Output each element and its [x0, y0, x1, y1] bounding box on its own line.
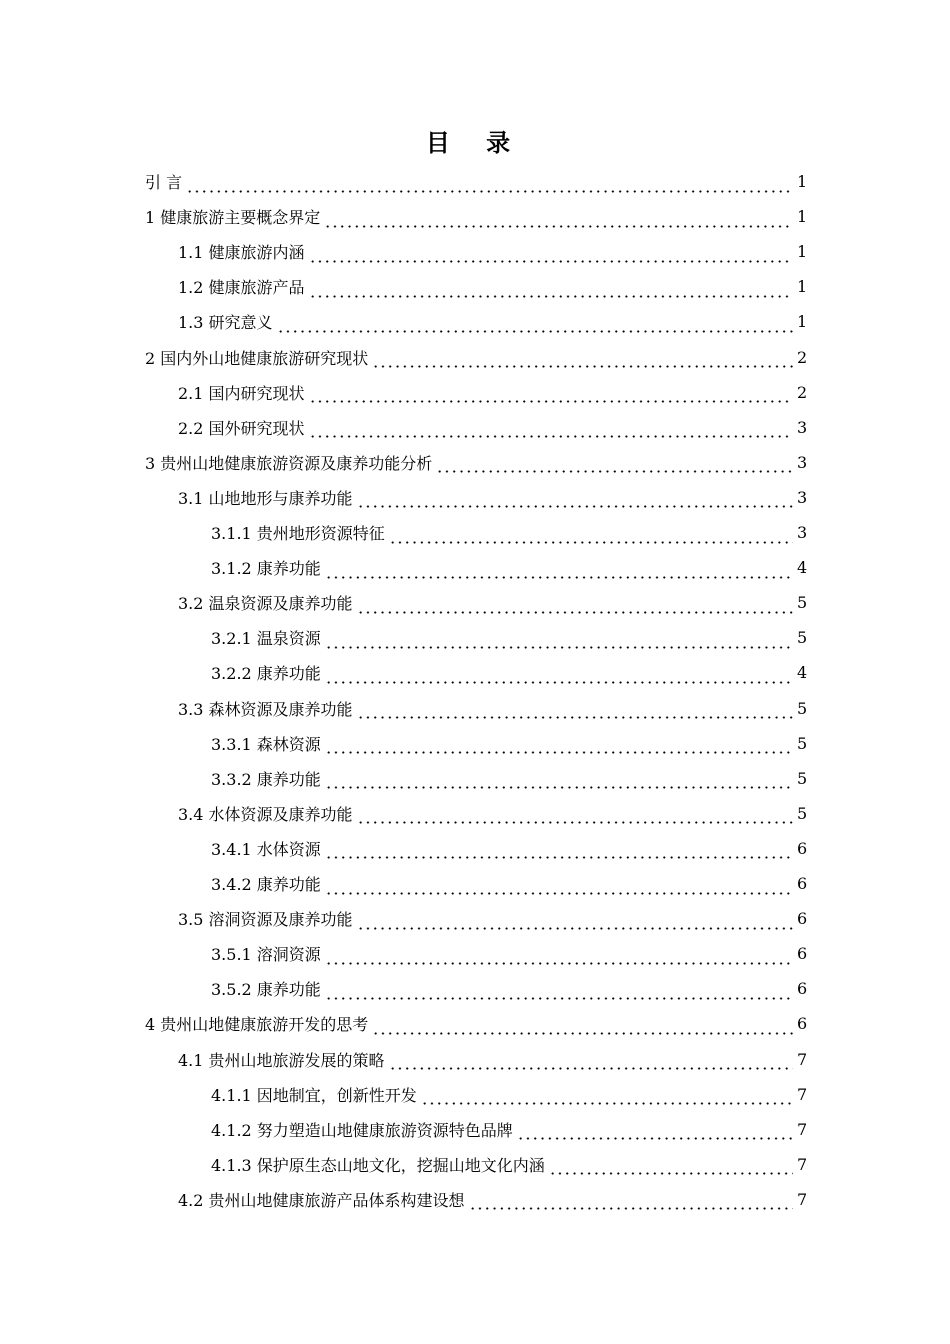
toc-dot-leader [325, 949, 793, 965]
toc-dot-leader [389, 528, 793, 544]
toc-dot-leader [309, 282, 793, 298]
toc-dot-leader [357, 492, 793, 508]
toc-entry-page-number: 2 [797, 382, 808, 402]
toc-entry-page-number: 4 [797, 663, 808, 683]
toc-entry[interactable] [211, 515, 807, 550]
toc-entry-page-number: 3 [797, 523, 808, 542]
toc-entry-page-number: 1 [797, 207, 808, 227]
toc-entry[interactable] [211, 726, 807, 761]
toc-entry[interactable] [211, 1112, 807, 1147]
toc-entry-title: 3.2.2 康养功能 [211, 664, 321, 684]
toc-entry[interactable] [211, 866, 807, 901]
toc-dot-leader [277, 317, 793, 333]
toc-entry-page-number: 5 [797, 733, 808, 753]
toc-dot-leader [372, 1019, 793, 1035]
toc-entry-page-number: 1 [797, 312, 808, 332]
toc-entry[interactable] [145, 1006, 807, 1041]
toc-dot-leader [517, 1124, 793, 1140]
toc-entry-page-number: 6 [797, 944, 808, 964]
toc-entry-title: 3.5 溶洞资源及康养功能 [178, 910, 353, 930]
toc-entry[interactable] [178, 480, 807, 515]
toc-entry-title: 3.4.2 康养功能 [211, 875, 321, 894]
toc-entry-title: 3.2.1 温泉资源 [211, 629, 321, 649]
toc-entry-title: 1.3 研究意义 [178, 313, 273, 333]
toc-entry-page-number: 7 [797, 1154, 808, 1174]
toc-entry-page-number: 5 [797, 768, 808, 788]
toc-entry-title: 3.1 山地地形与康养功能 [178, 488, 353, 508]
toc-entry-title: 3 贵州山地健康旅游资源及康养功能分析 [145, 453, 433, 473]
toc-dot-leader [325, 984, 793, 1000]
toc-entry-title: 4.1.2 努力塑造山地健康旅游资源特色品牌 [211, 1120, 513, 1140]
toc-dot-leader [325, 773, 793, 789]
toc-entry[interactable] [211, 936, 807, 971]
toc-entry-title: 2.1 国内研究现状 [178, 383, 305, 403]
toc-entry[interactable] [211, 620, 807, 655]
toc-entry-page-number: 6 [797, 1014, 808, 1034]
toc-entry-page-number: 5 [797, 593, 808, 613]
toc-entry-page-number: 3 [797, 417, 808, 437]
toc-entry-page-number: 6 [797, 979, 808, 999]
toc-entry-page-number: 6 [797, 909, 808, 929]
toc-dot-leader [436, 457, 793, 473]
toc-entry-page-number: 4 [797, 558, 808, 578]
toc-dot-leader [549, 1159, 793, 1175]
toc-entry-page-number: 1 [797, 242, 808, 262]
toc-dot-leader [469, 1194, 793, 1210]
toc-dot-leader [357, 808, 793, 824]
toc-dot-leader [421, 1089, 793, 1105]
toc-entry-title: 3.1.1 贵州地形资源特征 [211, 524, 385, 543]
toc-entry[interactable] [211, 655, 807, 690]
toc-entry-title: 3.4.1 水体资源 [211, 839, 321, 859]
toc-entry[interactable] [211, 971, 807, 1006]
toc-entry-page-number: 1 [797, 172, 808, 191]
toc-dot-leader [325, 563, 793, 579]
toc-dot-leader [324, 212, 793, 228]
toc-entry-title: 引 言 [145, 173, 183, 192]
toc-entry[interactable] [211, 1147, 807, 1182]
toc-entry-page-number: 5 [797, 628, 808, 648]
toc-entry[interactable] [178, 901, 807, 936]
toc-entry-title: 3.5.1 溶洞资源 [211, 945, 321, 965]
toc-entry-title: 3.3.2 康养功能 [211, 769, 321, 789]
toc-entry-page-number: 3 [797, 452, 808, 472]
toc-entry-title: 4.1.3 保护原生态山地文化，挖掘山地文化内涵 [211, 1155, 545, 1175]
toc-entry-title: 1.1 健康旅游内涵 [178, 243, 305, 263]
toc-dot-leader [357, 703, 793, 719]
toc-entry[interactable] [145, 340, 807, 375]
toc-dot-leader [325, 738, 793, 754]
toc-entry[interactable] [211, 1077, 807, 1112]
toc-entry[interactable] [178, 234, 807, 269]
toc-dot-leader [357, 914, 793, 930]
toc-entry[interactable] [178, 304, 807, 339]
toc-entry[interactable] [178, 691, 807, 726]
toc-dot-leader [325, 633, 793, 649]
toc-entry[interactable] [211, 550, 807, 585]
toc-entry-page-number: 2 [797, 347, 808, 367]
toc-dot-leader [309, 387, 793, 403]
toc-entry-page-number: 7 [797, 1119, 808, 1139]
toc-dot-leader [186, 177, 793, 193]
toc-entry-title: 3.3 森林资源及康养功能 [178, 699, 353, 719]
toc-entry[interactable] [178, 1042, 807, 1077]
toc-entry[interactable] [145, 199, 807, 234]
toc-dot-leader [325, 668, 793, 684]
toc-entry-title: 4 贵州山地健康旅游开发的思考 [145, 1015, 369, 1035]
toc-entry-title: 3.5.2 康养功能 [211, 980, 321, 1000]
toc-entry-page-number: 6 [797, 874, 808, 893]
toc-dot-leader [309, 422, 793, 438]
toc-dot-leader [357, 598, 793, 614]
toc-entry[interactable] [211, 831, 807, 866]
toc-dot-leader [309, 247, 793, 263]
toc-entry-title: 3.1.2 康养功能 [211, 559, 321, 579]
toc-entry-title: 3.3.1 森林资源 [211, 734, 321, 754]
toc-entry[interactable] [211, 761, 807, 796]
toc-entry-title: 4.2 贵州山地健康旅游产品体系构建设想 [178, 1190, 465, 1210]
toc-entry-title: 1 健康旅游主要概念界定 [145, 208, 321, 228]
toc-entry-title: 4.1.1 因地制宜，创新性开发 [211, 1085, 417, 1105]
toc-entry-title: 2 国内外山地健康旅游研究现状 [145, 348, 369, 368]
toc-entry[interactable] [178, 410, 807, 445]
toc-entry-title: 4.1 贵州山地旅游发展的策略 [178, 1050, 385, 1070]
toc-entry[interactable] [178, 1182, 807, 1217]
toc-entry[interactable] [145, 445, 807, 480]
toc-entry-title: 2.2 国外研究现状 [178, 418, 305, 438]
toc-entry-title: 3.4 水体资源及康养功能 [178, 804, 353, 824]
toc-entry-title: 1.2 健康旅游产品 [178, 278, 305, 298]
toc-entry[interactable] [178, 269, 807, 304]
toc-entry-page-number: 7 [797, 1049, 808, 1069]
toc-dot-leader [389, 1054, 793, 1070]
toc-entry[interactable] [178, 375, 807, 410]
toc-entry-page-number: 7 [797, 1189, 808, 1209]
toc-entry-page-number: 7 [797, 1084, 808, 1104]
toc-entry-title: 3.2 温泉资源及康养功能 [178, 594, 353, 614]
toc-entry-page-number: 5 [797, 803, 808, 823]
toc-entry-page-number: 1 [797, 277, 808, 297]
toc-dot-leader [325, 843, 793, 859]
toc-entry-page-number: 5 [797, 698, 808, 718]
toc-dot-leader [372, 352, 793, 368]
toc-entry[interactable] [178, 585, 807, 620]
toc-entry-page-number: 6 [797, 838, 808, 858]
toc-entry[interactable] [178, 796, 807, 831]
toc-dot-leader [325, 879, 793, 895]
toc-title: 目 录 [425, 129, 525, 157]
toc-entry[interactable] [145, 164, 807, 199]
toc-entry-page-number: 3 [797, 487, 808, 507]
